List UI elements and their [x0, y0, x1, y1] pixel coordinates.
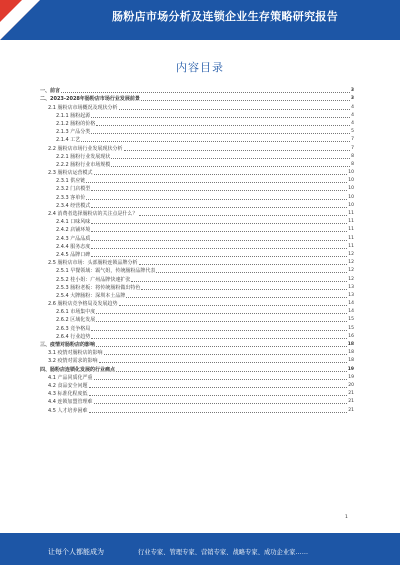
toc-entry-page: 11	[348, 227, 354, 233]
toc-entry[interactable]	[40, 135, 354, 143]
toc-leader-dots	[111, 166, 350, 167]
toc-entry[interactable]	[40, 315, 354, 323]
toc-entry[interactable]	[40, 233, 354, 241]
toc-entry-page: 12	[348, 276, 354, 282]
toc-leader-dots	[91, 338, 347, 339]
toc-entry[interactable]	[40, 373, 354, 381]
toc-entry-page: 3	[350, 96, 354, 102]
toc-entry-label: 2.1.2 肠粉的价格	[56, 120, 96, 127]
toc-entry[interactable]	[40, 102, 354, 110]
toc-entry[interactable]	[40, 250, 354, 258]
toc-entry[interactable]	[40, 332, 354, 340]
toc-leader-dots	[91, 133, 350, 134]
toc-entry[interactable]	[40, 340, 354, 348]
toc-entry-label: 4.5 人才培养困难	[48, 407, 88, 414]
toc-entry-label: 2.3.2 门店模型	[56, 186, 91, 193]
toc-entry[interactable]	[40, 86, 354, 94]
toc-entry-label: 2.6.2 区域化发展	[56, 317, 96, 324]
toc-entry-page: 12	[348, 268, 354, 274]
toc-entry-label: 2.4.5 品牌口碑	[56, 251, 91, 258]
toc-leader-dots	[61, 92, 350, 93]
toc-entry-page: 18	[347, 342, 354, 347]
toc-leader-dots	[89, 387, 348, 388]
toc-entry[interactable]	[40, 176, 354, 184]
toc-entry-label: 一、前言	[40, 88, 61, 95]
toc-leader-dots	[91, 256, 347, 257]
toc-entry-label: 2.1 肠粉店市场概况及现状分析	[48, 104, 118, 111]
toc-entry-label: 2.3.3 客单价	[56, 194, 86, 201]
toc-entry[interactable]	[40, 323, 354, 331]
toc-entry-label: 2.2 肠粉店市场行业发展现状分析	[48, 145, 123, 152]
toc-entry-label: 2.5.4 大牌肠粉：深圳本土品牌	[56, 292, 126, 299]
toc-entry-page: 16	[348, 333, 354, 339]
toc-entry-page: 12	[348, 260, 354, 266]
toc-entry-label: 2.1.3 产品分类	[56, 129, 91, 136]
toc-entry-label: 2.6 肠粉店竞争格局及发展趋势	[48, 301, 118, 308]
toc-entry[interactable]	[40, 291, 354, 299]
toc-leader-dots	[139, 264, 348, 265]
toc-entry-label: 2.3.1 供应链	[56, 178, 86, 185]
toc-entry-label: 3.2 疫情对需求的影响	[48, 358, 98, 365]
toc-entry[interactable]	[40, 389, 354, 397]
toc-entry-page: 7	[351, 137, 354, 143]
toc-leader-dots	[139, 215, 348, 216]
toc-leader-dots	[99, 362, 348, 363]
toc-entry-page: 10	[348, 186, 354, 192]
toc-entry[interactable]	[40, 283, 354, 291]
toc-entry[interactable]	[40, 266, 354, 274]
toc-entry-page: 19	[348, 374, 354, 380]
toc-entry-page: 11	[348, 219, 354, 225]
report-title: 肠粉店市场分析及连锁企业生存策略研究报告	[112, 10, 338, 23]
toc-entry-page: 12	[348, 251, 354, 257]
toc-entry[interactable]	[40, 299, 354, 307]
toc-entry-label: 2.3.4 经营模式	[56, 202, 91, 209]
toc-entry-label: 2.6.4 行业趋势	[56, 333, 91, 340]
toc-leader-dots	[91, 117, 350, 118]
toc-leader-dots	[91, 330, 347, 331]
toc-entry-page: 15	[348, 325, 354, 331]
toc-entry-label: 2.6.3 竞争格局	[56, 325, 91, 332]
toc-entry-page: 15	[348, 317, 354, 323]
toc-entry-page: 19	[347, 366, 354, 372]
toc-leader-dots	[91, 190, 347, 191]
toc-entry-page: 20	[348, 382, 354, 388]
toc-entry-label: 2.4.3 产品品质	[56, 235, 91, 242]
toc-entry-label: 4.3 标准化程度低	[48, 391, 88, 398]
toc-leader-dots	[116, 371, 347, 372]
toc-entry-page: 5	[351, 129, 354, 135]
toc-entry-label: 4.2 食品安全问题	[48, 382, 88, 389]
toc-entry[interactable]	[40, 348, 354, 356]
toc-entry-page: 14	[348, 309, 354, 315]
toc-entry-page: 18	[348, 350, 354, 356]
toc-leader-dots	[91, 223, 347, 224]
toc-entry-label: 三、疫情对肠粉店的影响	[40, 342, 96, 348]
toc-entry[interactable]	[40, 307, 354, 315]
page-number: 1	[345, 515, 348, 520]
toc-entry[interactable]	[40, 143, 354, 151]
toc-entry-page: 4	[351, 120, 354, 126]
toc-entry-label: 2.4.2 店铺环境	[56, 227, 91, 234]
toc-leader-dots	[124, 150, 351, 151]
toc-entry-label: 2.2.2 肠粉行业市场规模	[56, 161, 111, 168]
toc-leader-dots	[96, 125, 350, 126]
toc-entry-page: 8	[351, 161, 354, 167]
toc-leader-dots	[94, 174, 348, 175]
toc-entry-label: 二、2023-2028年肠粉店市场行业发展前景	[40, 96, 140, 103]
toc-entry-label: 2.5.2 桂小姐：广州品牌快速扩张	[56, 276, 131, 283]
toc-entry[interactable]	[40, 209, 354, 217]
toc-leader-dots	[91, 231, 347, 232]
toc-leader-dots	[89, 395, 348, 396]
header-bar	[0, 0, 400, 40]
toc-leader-dots	[119, 305, 348, 306]
toc-entry[interactable]	[40, 242, 354, 250]
toc-entry-page: 11	[348, 243, 354, 249]
toc-leader-dots	[141, 100, 350, 101]
toc-entry-page: 13	[348, 292, 354, 298]
toc-leader-dots	[81, 141, 350, 142]
toc-entry[interactable]	[40, 168, 354, 176]
toc-entry-page: 11	[348, 235, 354, 241]
toc-entry-label: 2.4.1 口味风味	[56, 219, 91, 226]
toc-entry-page: 10	[348, 178, 354, 184]
footer-slogan: 让每个人都能成为	[48, 548, 104, 556]
toc-entry-page: 21	[348, 407, 354, 413]
toc-entry[interactable]	[40, 364, 354, 372]
toc-entry-label: 2.3 肠粉店运营模式	[48, 170, 93, 177]
toc-entry-label: 2.4 消费者选择肠粉店的关注点是什么？	[48, 211, 138, 217]
toc-entry-label: 2.1.4 工艺	[56, 137, 81, 144]
toc-entry-page: 13	[348, 284, 354, 290]
toc-entry[interactable]	[40, 381, 354, 389]
toc-entry[interactable]	[40, 192, 354, 200]
toc-leader-dots	[96, 313, 347, 314]
toc-entry-page: 10	[348, 170, 354, 176]
toc-leader-dots	[96, 346, 347, 347]
toc-entry-page: 21	[348, 399, 354, 405]
toc-entry[interactable]	[40, 225, 354, 233]
toc-entry[interactable]	[40, 405, 354, 413]
toc-entry[interactable]	[40, 258, 354, 266]
toc-leader-dots	[131, 281, 347, 282]
toc-entry[interactable]	[40, 160, 354, 168]
toc-entry-page: 8	[351, 153, 354, 159]
toc-leader-dots	[94, 403, 348, 404]
toc-entry-label: 2.5.3 肠粉老板：将传统肠粉做出特色	[56, 284, 141, 291]
toc-entry[interactable]	[40, 217, 354, 225]
toc-entry[interactable]	[40, 94, 354, 102]
toc-entry[interactable]	[40, 152, 354, 160]
toc-entry-page: 11	[348, 211, 354, 216]
toc-entry-page: 4	[351, 104, 354, 110]
toc-entry-page: 10	[348, 194, 354, 200]
toc-entry-label: 2.6.1 市场集中度	[56, 309, 96, 316]
toc-leader-dots	[91, 207, 347, 208]
toc-entry-page: 21	[348, 391, 354, 397]
toc-entry-label: 2.2.1 肠粉行业发展现状	[56, 153, 111, 160]
toc-entry[interactable]	[40, 274, 354, 282]
toc-leader-dots	[96, 321, 347, 322]
toc-leader-dots	[94, 379, 348, 380]
footer-bar	[0, 533, 400, 565]
toc-heading: 内容目录	[176, 61, 224, 74]
toc-leader-dots	[141, 289, 347, 290]
toc-entry-page: 14	[348, 301, 354, 307]
toc-entry-page: 10	[348, 202, 354, 208]
toc-entry-label: 4.1 产品同质化严重	[48, 374, 93, 381]
toc-entry[interactable]	[40, 127, 354, 135]
footer-tagline: 行业专家、管理专家、营销专家、战略专家、成功企业家……	[138, 549, 309, 556]
toc-entry-label: 2.5.1 早餐领域：霸气姐，传统肠粉品牌代表	[56, 268, 156, 275]
toc-leader-dots	[91, 248, 347, 249]
table-of-contents	[40, 86, 354, 414]
toc-entry[interactable]	[40, 111, 354, 119]
toc-entry[interactable]	[40, 119, 354, 127]
toc-entry[interactable]	[40, 397, 354, 405]
toc-entry-page: 3	[350, 88, 354, 94]
toc-entry-label: 2.1.1 肠粉起源	[56, 112, 91, 119]
toc-leader-dots	[119, 109, 351, 110]
toc-entry-page: 7	[351, 145, 354, 151]
toc-entry-page: 18	[348, 358, 354, 364]
toc-entry-label: 4.4 连锁加盟管理难	[48, 399, 93, 406]
toc-entry-label: 2.4.4 服务态度	[56, 243, 91, 250]
toc-entry-label: 四、肠粉店连锁化发展的行业痛点	[40, 366, 116, 373]
toc-leader-dots	[111, 158, 350, 159]
toc-leader-dots	[126, 297, 347, 298]
toc-leader-dots	[86, 199, 347, 200]
toc-entry[interactable]	[40, 184, 354, 192]
toc-leader-dots	[104, 354, 348, 355]
toc-entry-label: 3.1 疫情对肠粉店的影响	[48, 350, 103, 357]
toc-leader-dots	[91, 240, 347, 241]
toc-leader-dots	[89, 412, 348, 413]
toc-entry-page: 4	[351, 112, 354, 118]
toc-entry[interactable]	[40, 356, 354, 364]
toc-entry[interactable]	[40, 201, 354, 209]
toc-entry-label: 2.5 肠粉店市场：头部肠粉连锁品牌分析	[48, 260, 138, 267]
toc-leader-dots	[86, 182, 347, 183]
toc-leader-dots	[156, 272, 347, 273]
